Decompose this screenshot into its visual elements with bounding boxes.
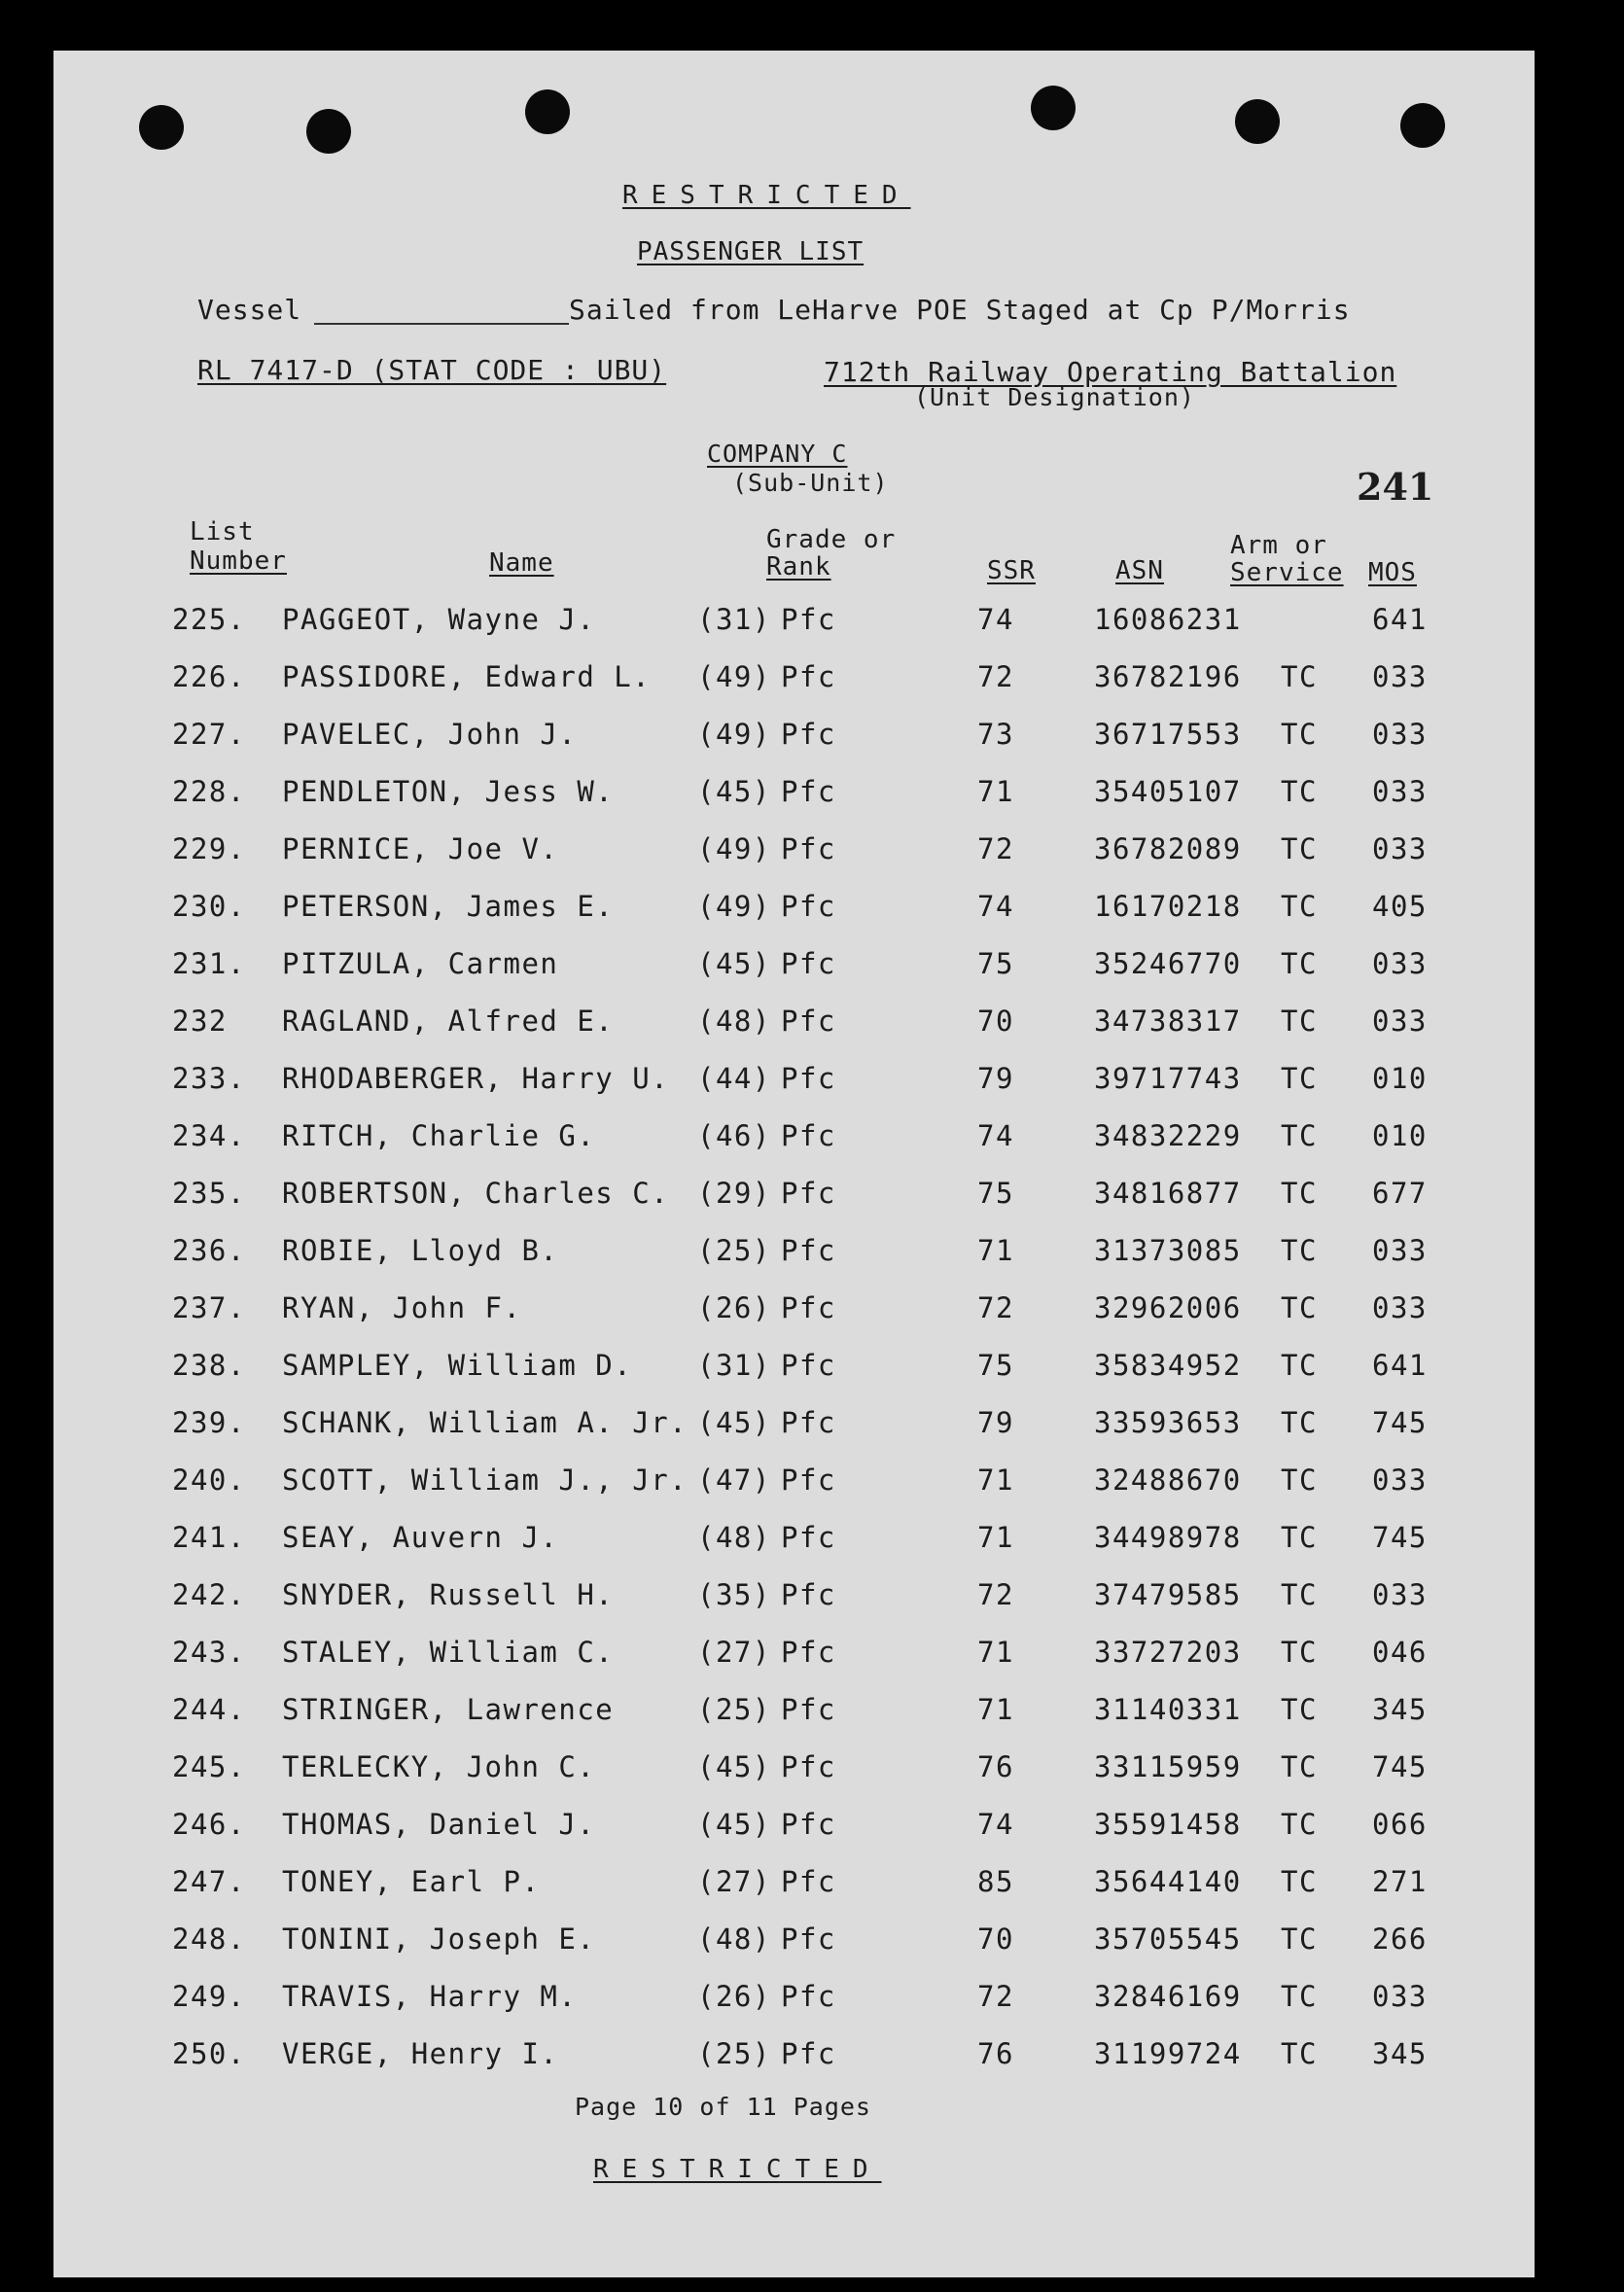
grade-cell: Pfc — [781, 890, 836, 923]
age-cell: (25) — [697, 2037, 771, 2070]
mos-cell: 033 — [1372, 1463, 1428, 1497]
grade-cell: Pfc — [781, 1750, 836, 1783]
punch-hole — [139, 105, 184, 150]
asn-cell: 39717743 — [1094, 1062, 1242, 1095]
mos-cell: 345 — [1372, 2037, 1428, 2070]
name-cell: RHODABERGER, Harry U. — [282, 1062, 670, 1095]
asn-cell: 35644140 — [1094, 1865, 1242, 1898]
list-number-cell: 229. — [172, 832, 246, 865]
name-cell: STRINGER, Lawrence — [282, 1693, 615, 1726]
arm-cell: TC — [1281, 1750, 1318, 1783]
list-number-cell: 234. — [172, 1119, 246, 1152]
arm-cell: TC — [1281, 1406, 1318, 1439]
col-list-number-2: Number — [190, 547, 287, 576]
age-cell: (31) — [697, 1349, 771, 1382]
arm-cell: TC — [1281, 1693, 1318, 1726]
age-cell: (26) — [697, 1291, 771, 1324]
grade-cell: Pfc — [781, 660, 836, 693]
unit-caption: (Unit Designation) — [914, 383, 1195, 411]
list-number-cell: 238. — [172, 1349, 246, 1382]
list-number-cell: 230. — [172, 890, 246, 923]
asn-cell: 35705545 — [1094, 1922, 1242, 1956]
list-number-cell: 237. — [172, 1291, 246, 1324]
sub-unit-caption: (Sub-Unit) — [732, 469, 889, 497]
col-ssr: SSR — [987, 556, 1036, 585]
name-cell: SCHANK, William A. Jr. — [282, 1406, 688, 1439]
col-grade-1: Grade or — [766, 525, 897, 554]
name-cell: SCOTT, William J., Jr. — [282, 1463, 688, 1497]
arm-cell: TC — [1281, 1005, 1318, 1038]
name-cell: PAGGEOT, Wayne J. — [282, 603, 596, 636]
ssr-cell: 71 — [977, 1636, 1014, 1669]
list-number-cell: 246. — [172, 1808, 246, 1841]
name-cell: SAMPLEY, William D. — [282, 1349, 633, 1382]
col-name: Name — [489, 548, 554, 578]
mos-cell: 010 — [1372, 1119, 1428, 1152]
name-cell: TONEY, Earl P. — [282, 1865, 541, 1898]
mos-cell: 033 — [1372, 775, 1428, 808]
unit-designation: 712th Railway Operating Battalion — [824, 356, 1397, 388]
mos-cell: 033 — [1372, 1291, 1428, 1324]
grade-cell: Pfc — [781, 1234, 836, 1267]
list-number-cell: 247. — [172, 1865, 246, 1898]
grade-cell: Pfc — [781, 1865, 836, 1898]
age-cell: (25) — [697, 1234, 771, 1267]
grade-cell: Pfc — [781, 1291, 836, 1324]
mos-cell: 033 — [1372, 1234, 1428, 1267]
age-cell: (48) — [697, 1005, 771, 1038]
mos-cell: 033 — [1372, 1578, 1428, 1611]
grade-cell: Pfc — [781, 1062, 836, 1095]
age-cell: (35) — [697, 1578, 771, 1611]
arm-cell: TC — [1281, 1636, 1318, 1669]
name-cell: SNYDER, Russell H. — [282, 1578, 615, 1611]
mos-cell: 266 — [1372, 1922, 1428, 1956]
list-number-cell: 227. — [172, 718, 246, 751]
mos-cell: 033 — [1372, 832, 1428, 865]
grade-cell: Pfc — [781, 1119, 836, 1152]
grade-cell: Pfc — [781, 832, 836, 865]
mos-cell: 033 — [1372, 947, 1428, 980]
punch-hole — [1400, 103, 1445, 148]
asn-cell: 34832229 — [1094, 1119, 1242, 1152]
arm-cell: TC — [1281, 1177, 1318, 1210]
age-cell: (27) — [697, 1636, 771, 1669]
grade-cell: Pfc — [781, 603, 836, 636]
ssr-cell: 72 — [977, 1291, 1014, 1324]
age-cell: (29) — [697, 1177, 771, 1210]
name-cell: PITZULA, Carmen — [282, 947, 559, 980]
ssr-cell: 72 — [977, 1578, 1014, 1611]
ssr-cell: 74 — [977, 1808, 1014, 1841]
arm-cell: TC — [1281, 832, 1318, 865]
arm-cell: TC — [1281, 1578, 1318, 1611]
page-stamp: 241 — [1357, 465, 1434, 509]
punch-hole — [1235, 99, 1280, 144]
ssr-cell: 75 — [977, 947, 1014, 980]
col-mos: MOS — [1368, 558, 1417, 587]
grade-cell: Pfc — [781, 1980, 836, 2013]
mos-cell: 033 — [1372, 1005, 1428, 1038]
name-cell: PASSIDORE, Edward L. — [282, 660, 652, 693]
arm-cell: TC — [1281, 1349, 1318, 1382]
mos-cell: 033 — [1372, 1980, 1428, 2013]
page-footer: Page 10 of 11 Pages — [575, 2093, 871, 2121]
grade-cell: Pfc — [781, 1005, 836, 1038]
mos-cell: 046 — [1372, 1636, 1428, 1669]
age-cell: (46) — [697, 1119, 771, 1152]
arm-cell: TC — [1281, 1291, 1318, 1324]
name-cell: PAVELEC, John J. — [282, 718, 578, 751]
arm-cell: TC — [1281, 1865, 1318, 1898]
name-cell: STALEY, William C. — [282, 1636, 615, 1669]
grade-cell: Pfc — [781, 1808, 836, 1841]
ssr-cell: 79 — [977, 1406, 1014, 1439]
ssr-cell: 74 — [977, 603, 1014, 636]
age-cell: (31) — [697, 603, 771, 636]
mos-cell: 271 — [1372, 1865, 1428, 1898]
ssr-cell: 71 — [977, 1463, 1014, 1497]
list-number-cell: 241. — [172, 1521, 246, 1554]
mos-cell: 641 — [1372, 603, 1428, 636]
asn-cell: 32962006 — [1094, 1291, 1242, 1324]
grade-cell: Pfc — [781, 1578, 836, 1611]
list-number-cell: 235. — [172, 1177, 246, 1210]
asn-cell: 36717553 — [1094, 718, 1242, 751]
arm-cell: TC — [1281, 775, 1318, 808]
asn-cell: 37479585 — [1094, 1578, 1242, 1611]
name-cell: TRAVIS, Harry M. — [282, 1980, 578, 2013]
grade-cell: Pfc — [781, 1922, 836, 1956]
mos-cell: 641 — [1372, 1349, 1428, 1382]
ssr-cell: 75 — [977, 1349, 1014, 1382]
asn-cell: 31373085 — [1094, 1234, 1242, 1267]
age-cell: (45) — [697, 775, 771, 808]
asn-cell: 33115959 — [1094, 1750, 1242, 1783]
name-cell: PETERSON, James E. — [282, 890, 615, 923]
arm-cell: TC — [1281, 1521, 1318, 1554]
asn-cell: 16086231 — [1094, 603, 1242, 636]
col-grade-2: Rank — [766, 552, 831, 582]
arm-cell: TC — [1281, 890, 1318, 923]
asn-cell: 32846169 — [1094, 1980, 1242, 2013]
arm-cell: TC — [1281, 718, 1318, 751]
list-number-cell: 239. — [172, 1406, 246, 1439]
ssr-cell: 73 — [977, 718, 1014, 751]
ssr-cell: 71 — [977, 1521, 1014, 1554]
list-number-cell: 249. — [172, 1980, 246, 2013]
name-cell: PENDLETON, Jess W. — [282, 775, 615, 808]
sailed-from: Sailed from LeHarve POE Staged at Cp P/Morris — [569, 294, 1351, 326]
ssr-cell: 85 — [977, 1865, 1014, 1898]
mos-cell: 745 — [1372, 1521, 1428, 1554]
ssr-cell: 75 — [977, 1177, 1014, 1210]
ssr-cell: 76 — [977, 1750, 1014, 1783]
list-number-cell: 236. — [172, 1234, 246, 1267]
mos-cell: 745 — [1372, 1750, 1428, 1783]
asn-cell: 35246770 — [1094, 947, 1242, 980]
ssr-cell: 70 — [977, 1922, 1014, 1956]
vessel-label: Vessel — [197, 294, 302, 326]
asn-cell: 35591458 — [1094, 1808, 1242, 1841]
list-number-cell: 228. — [172, 775, 246, 808]
mos-cell: 345 — [1372, 1693, 1428, 1726]
list-number-cell: 240. — [172, 1463, 246, 1497]
mos-cell: 033 — [1372, 660, 1428, 693]
age-cell: (45) — [697, 947, 771, 980]
list-number-cell: 242. — [172, 1578, 246, 1611]
list-number-cell: 232 — [172, 1005, 228, 1038]
ssr-cell: 72 — [977, 1980, 1014, 2013]
asn-cell: 35405107 — [1094, 775, 1242, 808]
age-cell: (26) — [697, 1980, 771, 2013]
age-cell: (45) — [697, 1808, 771, 1841]
ssr-cell: 70 — [977, 1005, 1014, 1038]
age-cell: (25) — [697, 1693, 771, 1726]
asn-cell: 36782196 — [1094, 660, 1242, 693]
mos-cell: 010 — [1372, 1062, 1428, 1095]
arm-cell: TC — [1281, 947, 1318, 980]
asn-cell: 31199724 — [1094, 2037, 1242, 2070]
grade-cell: Pfc — [781, 1406, 836, 1439]
asn-cell: 33593653 — [1094, 1406, 1242, 1439]
age-cell: (45) — [697, 1750, 771, 1783]
asn-cell: 32488670 — [1094, 1463, 1242, 1497]
name-cell: THOMAS, Daniel J. — [282, 1808, 596, 1841]
arm-cell: TC — [1281, 1808, 1318, 1841]
punch-hole — [306, 109, 351, 154]
asn-cell: 34738317 — [1094, 1005, 1242, 1038]
asn-cell: 16170218 — [1094, 890, 1242, 923]
name-cell: TONINI, Joseph E. — [282, 1922, 596, 1956]
name-cell: RAGLAND, Alfred E. — [282, 1005, 615, 1038]
asn-cell: 35834952 — [1094, 1349, 1242, 1382]
age-cell: (27) — [697, 1865, 771, 1898]
stat-code: RL 7417-D (STAT CODE : UBU) — [197, 354, 667, 386]
name-cell: ROBIE, Lloyd B. — [282, 1234, 559, 1267]
arm-cell: TC — [1281, 2037, 1318, 2070]
arm-cell: TC — [1281, 660, 1318, 693]
arm-cell: TC — [1281, 1119, 1318, 1152]
ssr-cell: 72 — [977, 660, 1014, 693]
age-cell: (48) — [697, 1922, 771, 1956]
asn-cell: 34498978 — [1094, 1521, 1242, 1554]
name-cell: PERNICE, Joe V. — [282, 832, 559, 865]
grade-cell: Pfc — [781, 775, 836, 808]
document-title: PASSENGER LIST — [637, 237, 865, 266]
grade-cell: Pfc — [781, 1693, 836, 1726]
name-cell: ROBERTSON, Charles C. — [282, 1177, 670, 1210]
asn-cell: 31140331 — [1094, 1693, 1242, 1726]
arm-cell: TC — [1281, 1463, 1318, 1497]
age-cell: (48) — [697, 1521, 771, 1554]
mos-cell: 745 — [1372, 1406, 1428, 1439]
col-arm-2: Service — [1230, 558, 1344, 587]
col-list-number-1: List — [190, 517, 255, 547]
age-cell: (49) — [697, 660, 771, 693]
document-page — [53, 51, 1535, 2277]
grade-cell: Pfc — [781, 2037, 836, 2070]
list-number-cell: 250. — [172, 2037, 246, 2070]
asn-cell: 34816877 — [1094, 1177, 1242, 1210]
vessel-blank-line — [314, 323, 569, 325]
name-cell: VERGE, Henry I. — [282, 2037, 559, 2070]
grade-cell: Pfc — [781, 1349, 836, 1382]
age-cell: (44) — [697, 1062, 771, 1095]
mos-cell: 033 — [1372, 718, 1428, 751]
mos-cell: 677 — [1372, 1177, 1428, 1210]
arm-cell: TC — [1281, 1922, 1318, 1956]
mos-cell: 405 — [1372, 890, 1428, 923]
punch-hole — [525, 89, 570, 134]
ssr-cell: 79 — [977, 1062, 1014, 1095]
age-cell: (47) — [697, 1463, 771, 1497]
mos-cell: 066 — [1372, 1808, 1428, 1841]
name-cell: RYAN, John F. — [282, 1291, 522, 1324]
age-cell: (49) — [697, 832, 771, 865]
name-cell: TERLECKY, John C. — [282, 1750, 596, 1783]
grade-cell: Pfc — [781, 1463, 836, 1497]
grade-cell: Pfc — [781, 947, 836, 980]
ssr-cell: 71 — [977, 1234, 1014, 1267]
grade-cell: Pfc — [781, 1636, 836, 1669]
list-number-cell: 243. — [172, 1636, 246, 1669]
list-number-cell: 244. — [172, 1693, 246, 1726]
age-cell: (49) — [697, 718, 771, 751]
ssr-cell: 74 — [977, 890, 1014, 923]
age-cell: (45) — [697, 1406, 771, 1439]
arm-cell: TC — [1281, 1062, 1318, 1095]
list-number-cell: 226. — [172, 660, 246, 693]
age-cell: (49) — [697, 890, 771, 923]
sub-unit: COMPANY C — [707, 440, 848, 468]
col-asn: ASN — [1115, 556, 1164, 585]
list-number-cell: 231. — [172, 947, 246, 980]
classification-bottom: RESTRICTED — [593, 2155, 882, 2184]
list-number-cell: 248. — [172, 1922, 246, 1956]
list-number-cell: 225. — [172, 603, 246, 636]
asn-cell: 33727203 — [1094, 1636, 1242, 1669]
ssr-cell: 71 — [977, 1693, 1014, 1726]
name-cell: RITCH, Charlie G. — [282, 1119, 596, 1152]
grade-cell: Pfc — [781, 718, 836, 751]
classification-top: RESTRICTED — [622, 181, 911, 210]
col-arm-1: Arm or — [1230, 531, 1327, 560]
arm-cell: TC — [1281, 1980, 1318, 2013]
list-number-cell: 233. — [172, 1062, 246, 1095]
list-number-cell: 245. — [172, 1750, 246, 1783]
ssr-cell: 71 — [977, 775, 1014, 808]
name-cell: SEAY, Auvern J. — [282, 1521, 559, 1554]
ssr-cell: 72 — [977, 832, 1014, 865]
ssr-cell: 74 — [977, 1119, 1014, 1152]
arm-cell: TC — [1281, 1234, 1318, 1267]
punch-hole — [1031, 86, 1076, 130]
grade-cell: Pfc — [781, 1177, 836, 1210]
asn-cell: 36782089 — [1094, 832, 1242, 865]
grade-cell: Pfc — [781, 1521, 836, 1554]
ssr-cell: 76 — [977, 2037, 1014, 2070]
